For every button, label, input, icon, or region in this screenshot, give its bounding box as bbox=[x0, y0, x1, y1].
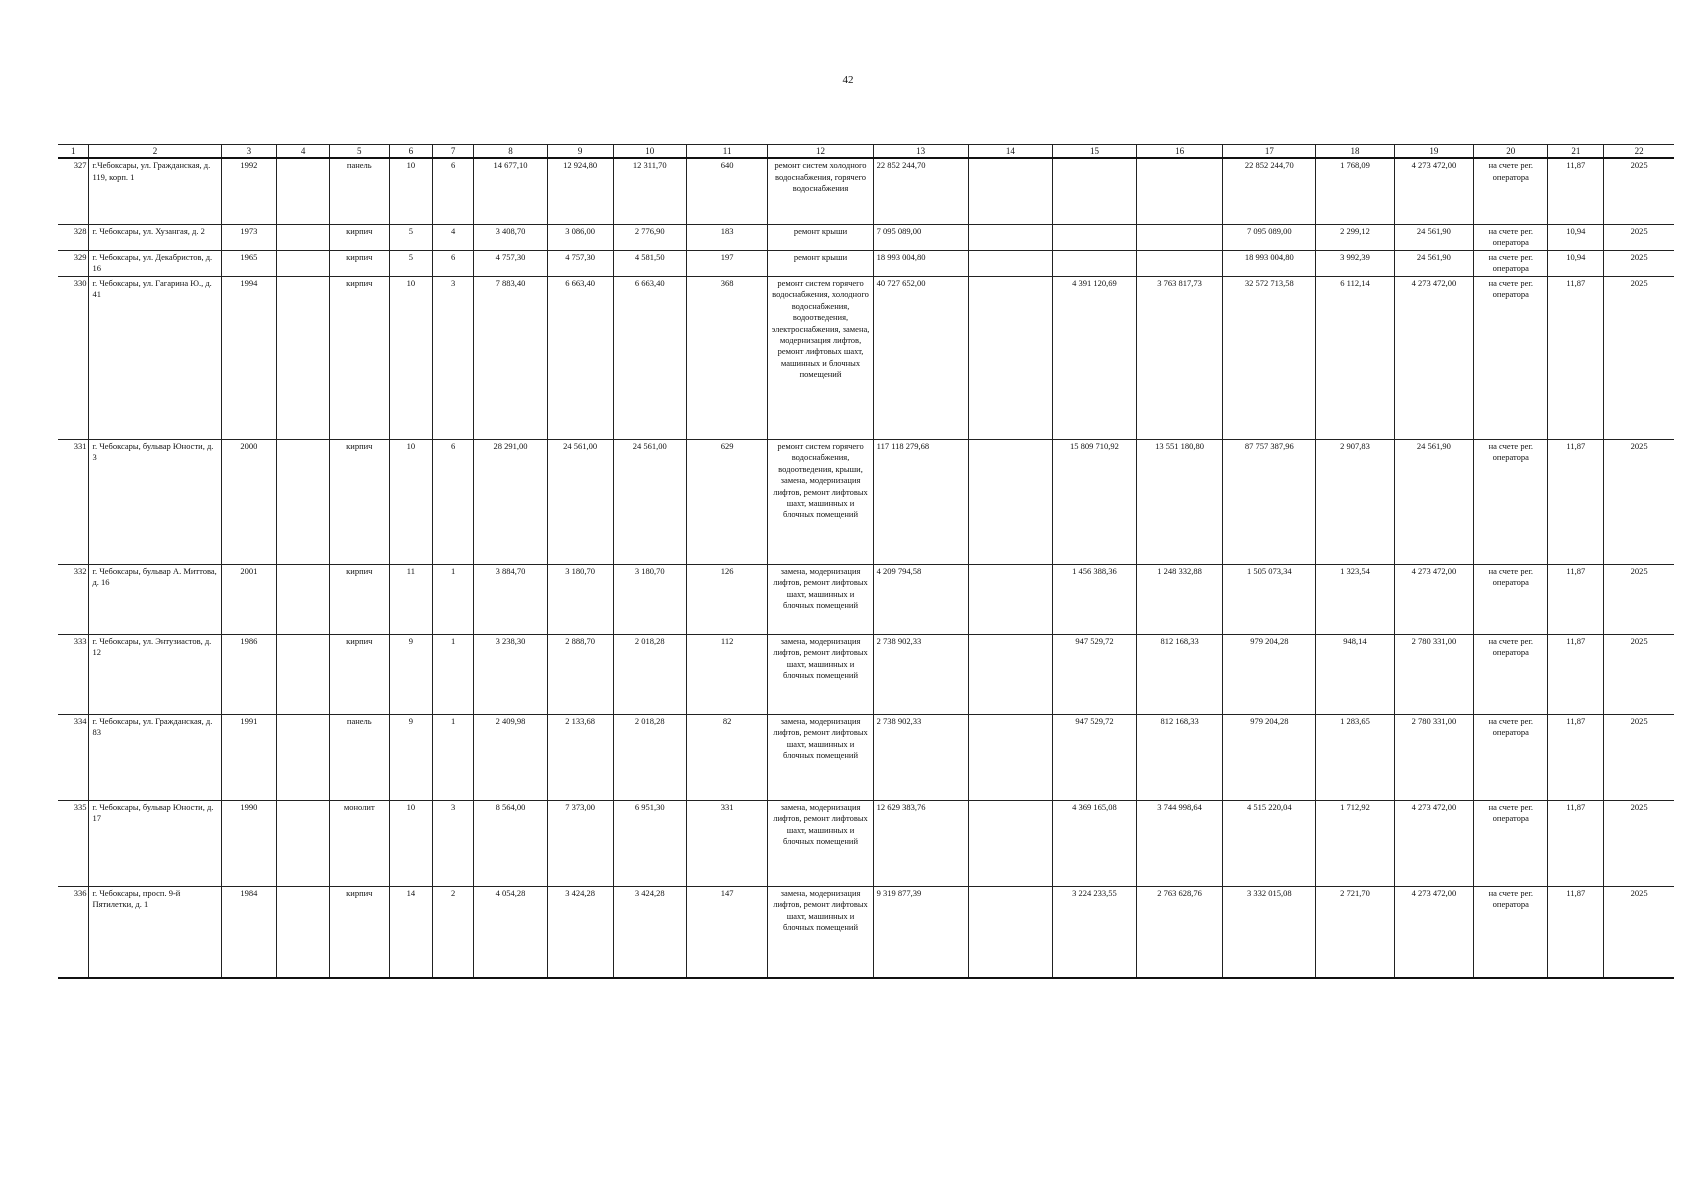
col22-cell: 2025 bbox=[1604, 158, 1674, 224]
floors-cell: 10 bbox=[389, 800, 432, 886]
total-cost-cell: 9 319 877,39 bbox=[873, 886, 968, 978]
col20-cell: на счете рег. оператора bbox=[1474, 158, 1548, 224]
residents-cell: 126 bbox=[686, 564, 768, 634]
column-number-row bbox=[58, 145, 1674, 159]
col21-cell: 11,87 bbox=[1548, 800, 1604, 886]
total-cost-cell: 2 738 902,33 bbox=[873, 714, 968, 800]
col20-cell: на счете рег. оператора bbox=[1474, 634, 1548, 714]
column-header-20: 20 bbox=[1474, 145, 1548, 159]
area-premises-cell: 3 424,28 bbox=[547, 886, 613, 978]
col15-cell bbox=[1053, 158, 1137, 224]
residents-cell: 197 bbox=[686, 250, 768, 276]
col21-cell: 11,87 bbox=[1548, 439, 1604, 564]
total-cost-cell: 18 993 004,80 bbox=[873, 250, 968, 276]
col4-cell bbox=[277, 276, 330, 439]
floors-cell: 10 bbox=[389, 158, 432, 224]
column-header-1: 1 bbox=[58, 145, 89, 159]
col15-cell bbox=[1053, 250, 1137, 276]
residents-cell: 147 bbox=[686, 886, 768, 978]
col4-cell bbox=[277, 224, 330, 250]
address-cell: г. Чебоксары, ул. Декабристов, д. 16 bbox=[89, 250, 221, 276]
entrances-cell: 1 bbox=[433, 714, 474, 800]
column-header-7: 7 bbox=[433, 145, 474, 159]
column-header-19: 19 bbox=[1394, 145, 1473, 159]
col14-cell bbox=[968, 276, 1053, 439]
col15-cell: 947 529,72 bbox=[1053, 634, 1137, 714]
column-header-18: 18 bbox=[1316, 145, 1394, 159]
col20-cell: на счете рег. оператора bbox=[1474, 714, 1548, 800]
floors-cell: 5 bbox=[389, 250, 432, 276]
col22-cell: 2025 bbox=[1604, 800, 1674, 886]
address-cell: г.Чебоксары, ул. Гражданская, д. 119, корп. 1 bbox=[89, 158, 221, 224]
works-cell: замена, модернизация лифтов, ремонт лифтовых шахт, машинных и блочных помещений bbox=[768, 564, 873, 634]
table-row bbox=[58, 634, 1674, 714]
table-row bbox=[58, 224, 1674, 250]
floors-cell: 10 bbox=[389, 439, 432, 564]
area-premises-cell: 4 757,30 bbox=[547, 250, 613, 276]
col16-cell: 812 168,33 bbox=[1136, 714, 1223, 800]
material-cell: монолит bbox=[329, 800, 389, 886]
entrances-cell: 6 bbox=[433, 158, 474, 224]
year-cell: 2001 bbox=[221, 564, 277, 634]
col19-cell: 24 561,90 bbox=[1394, 224, 1473, 250]
col21-cell: 11,87 bbox=[1548, 276, 1604, 439]
col18-cell: 6 112,14 bbox=[1316, 276, 1394, 439]
material-cell: кирпич bbox=[329, 634, 389, 714]
area-residential-cell: 4 581,50 bbox=[613, 250, 686, 276]
col21-cell: 11,87 bbox=[1548, 158, 1604, 224]
address-cell: г. Чебоксары, бульвар Юности, д. 17 bbox=[89, 800, 221, 886]
area-residential-cell: 3 180,70 bbox=[613, 564, 686, 634]
col22-cell: 2025 bbox=[1604, 886, 1674, 978]
col4-cell bbox=[277, 158, 330, 224]
row-number: 335 bbox=[58, 800, 89, 886]
col20-cell: на счете рег. оператора bbox=[1474, 800, 1548, 886]
works-cell: ремонт крыши bbox=[768, 224, 873, 250]
page-number: 42 bbox=[842, 74, 854, 86]
address-cell: г. Чебоксары, ул. Хузангая, д. 2 bbox=[89, 224, 221, 250]
col15-cell: 947 529,72 bbox=[1053, 714, 1137, 800]
col14-cell bbox=[968, 224, 1053, 250]
table-row bbox=[58, 886, 1674, 978]
area-premises-cell: 6 663,40 bbox=[547, 276, 613, 439]
area-residential-cell: 3 424,28 bbox=[613, 886, 686, 978]
row-number: 334 bbox=[58, 714, 89, 800]
col4-cell bbox=[277, 439, 330, 564]
area-residential-cell: 2 018,28 bbox=[613, 714, 686, 800]
col19-cell: 24 561,90 bbox=[1394, 250, 1473, 276]
row-number: 329 bbox=[58, 250, 89, 276]
col17-cell: 87 757 387,96 bbox=[1223, 439, 1316, 564]
total-cost-cell: 40 727 652,00 bbox=[873, 276, 968, 439]
col14-cell bbox=[968, 439, 1053, 564]
col19-cell: 4 273 472,00 bbox=[1394, 276, 1473, 439]
column-header-2: 2 bbox=[89, 145, 221, 159]
area-total-cell: 28 291,00 bbox=[474, 439, 547, 564]
material-cell: панель bbox=[329, 158, 389, 224]
col18-cell: 1 768,09 bbox=[1316, 158, 1394, 224]
col14-cell bbox=[968, 564, 1053, 634]
column-header-4: 4 bbox=[277, 145, 330, 159]
works-cell: ремонт систем горячего водоснабжения, холодного водоснабжения, водоотведения, электроснабжения, замена, модернизация лифтов, ремонт лифтовых шахт, машинных и блочных помещений bbox=[768, 276, 873, 439]
col4-cell bbox=[277, 564, 330, 634]
row-number: 330 bbox=[58, 276, 89, 439]
col22-cell: 2025 bbox=[1604, 564, 1674, 634]
col19-cell: 2 780 331,00 bbox=[1394, 634, 1473, 714]
col21-cell: 10,94 bbox=[1548, 224, 1604, 250]
row-number: 327 bbox=[58, 158, 89, 224]
area-premises-cell: 2 133,68 bbox=[547, 714, 613, 800]
column-header-12: 12 bbox=[768, 145, 873, 159]
total-cost-cell: 2 738 902,33 bbox=[873, 634, 968, 714]
area-total-cell: 4 757,30 bbox=[474, 250, 547, 276]
column-header-22: 22 bbox=[1604, 145, 1674, 159]
table-row bbox=[58, 800, 1674, 886]
year-cell: 1973 bbox=[221, 224, 277, 250]
col18-cell: 2 721,70 bbox=[1316, 886, 1394, 978]
works-cell: замена, модернизация лифтов, ремонт лифтовых шахт, машинных и блочных помещений bbox=[768, 886, 873, 978]
area-total-cell: 8 564,00 bbox=[474, 800, 547, 886]
area-total-cell: 3 408,70 bbox=[474, 224, 547, 250]
col16-cell: 3 763 817,73 bbox=[1136, 276, 1223, 439]
floors-cell: 9 bbox=[389, 634, 432, 714]
column-header-9: 9 bbox=[547, 145, 613, 159]
year-cell: 1990 bbox=[221, 800, 277, 886]
material-cell: кирпич bbox=[329, 564, 389, 634]
col17-cell: 7 095 089,00 bbox=[1223, 224, 1316, 250]
col22-cell: 2025 bbox=[1604, 634, 1674, 714]
col19-cell: 2 780 331,00 bbox=[1394, 714, 1473, 800]
area-total-cell: 2 409,98 bbox=[474, 714, 547, 800]
col16-cell: 3 744 998,64 bbox=[1136, 800, 1223, 886]
col15-cell bbox=[1053, 224, 1137, 250]
col20-cell: на счете рег. оператора bbox=[1474, 439, 1548, 564]
col16-cell: 812 168,33 bbox=[1136, 634, 1223, 714]
col15-cell: 4 391 120,69 bbox=[1053, 276, 1137, 439]
col19-cell: 4 273 472,00 bbox=[1394, 564, 1473, 634]
col21-cell: 11,87 bbox=[1548, 634, 1604, 714]
address-cell: г. Чебоксары, просп. 9-й Пятилетки, д. 1 bbox=[89, 886, 221, 978]
entrances-cell: 3 bbox=[433, 800, 474, 886]
area-premises-cell: 7 373,00 bbox=[547, 800, 613, 886]
col4-cell bbox=[277, 250, 330, 276]
column-header-10: 10 bbox=[613, 145, 686, 159]
material-cell: кирпич bbox=[329, 886, 389, 978]
area-total-cell: 3 238,30 bbox=[474, 634, 547, 714]
column-header-6: 6 bbox=[389, 145, 432, 159]
material-cell: кирпич bbox=[329, 250, 389, 276]
column-header-21: 21 bbox=[1548, 145, 1604, 159]
col18-cell: 2 907,83 bbox=[1316, 439, 1394, 564]
table-row bbox=[58, 276, 1674, 439]
col14-cell bbox=[968, 714, 1053, 800]
area-residential-cell: 6 951,30 bbox=[613, 800, 686, 886]
material-cell: панель bbox=[329, 714, 389, 800]
col14-cell bbox=[968, 634, 1053, 714]
area-residential-cell: 12 311,70 bbox=[613, 158, 686, 224]
works-cell: замена, модернизация лифтов, ремонт лифтовых шахт, машинных и блочных помещений bbox=[768, 714, 873, 800]
col20-cell: на счете рег. оператора bbox=[1474, 276, 1548, 439]
col17-cell: 1 505 073,34 bbox=[1223, 564, 1316, 634]
col20-cell: на счете рег. оператора bbox=[1474, 250, 1548, 276]
col15-cell: 1 456 388,36 bbox=[1053, 564, 1137, 634]
column-header-13: 13 bbox=[873, 145, 968, 159]
year-cell: 2000 bbox=[221, 439, 277, 564]
floors-cell: 10 bbox=[389, 276, 432, 439]
column-header-15: 15 bbox=[1053, 145, 1137, 159]
col22-cell: 2025 bbox=[1604, 224, 1674, 250]
col18-cell: 1 283,65 bbox=[1316, 714, 1394, 800]
col17-cell: 3 332 015,08 bbox=[1223, 886, 1316, 978]
works-cell: ремонт систем холодного водоснабжения, горячего водоснабжения bbox=[768, 158, 873, 224]
year-cell: 1984 bbox=[221, 886, 277, 978]
residents-cell: 640 bbox=[686, 158, 768, 224]
residents-cell: 112 bbox=[686, 634, 768, 714]
col17-cell: 4 515 220,04 bbox=[1223, 800, 1316, 886]
col17-cell: 979 204,28 bbox=[1223, 634, 1316, 714]
entrances-cell: 1 bbox=[433, 564, 474, 634]
year-cell: 1986 bbox=[221, 634, 277, 714]
col20-cell: на счете рег. оператора bbox=[1474, 224, 1548, 250]
col14-cell bbox=[968, 158, 1053, 224]
area-total-cell: 3 884,70 bbox=[474, 564, 547, 634]
year-cell: 1991 bbox=[221, 714, 277, 800]
entrances-cell: 3 bbox=[433, 276, 474, 439]
col20-cell: на счете рег. оператора bbox=[1474, 886, 1548, 978]
col19-cell: 4 273 472,00 bbox=[1394, 800, 1473, 886]
total-cost-cell: 12 629 383,76 bbox=[873, 800, 968, 886]
col14-cell bbox=[968, 250, 1053, 276]
col19-cell: 4 273 472,00 bbox=[1394, 158, 1473, 224]
col16-cell: 2 763 628,76 bbox=[1136, 886, 1223, 978]
table-row bbox=[58, 439, 1674, 564]
col16-cell: 1 248 332,88 bbox=[1136, 564, 1223, 634]
col18-cell: 3 992,39 bbox=[1316, 250, 1394, 276]
total-cost-cell: 22 852 244,70 bbox=[873, 158, 968, 224]
area-residential-cell: 2 018,28 bbox=[613, 634, 686, 714]
column-header-5: 5 bbox=[329, 145, 389, 159]
col20-cell: на счете рег. оператора bbox=[1474, 564, 1548, 634]
col22-cell: 2025 bbox=[1604, 250, 1674, 276]
col18-cell: 1 323,54 bbox=[1316, 564, 1394, 634]
entrances-cell: 6 bbox=[433, 250, 474, 276]
column-header-16: 16 bbox=[1136, 145, 1223, 159]
col14-cell bbox=[968, 800, 1053, 886]
table-row bbox=[58, 714, 1674, 800]
total-cost-cell: 7 095 089,00 bbox=[873, 224, 968, 250]
area-premises-cell: 3 180,70 bbox=[547, 564, 613, 634]
col21-cell: 11,87 bbox=[1548, 564, 1604, 634]
entrances-cell: 4 bbox=[433, 224, 474, 250]
address-cell: г. Чебоксары, ул. Энтузиастов, д. 12 bbox=[89, 634, 221, 714]
area-total-cell: 4 054,28 bbox=[474, 886, 547, 978]
entrances-cell: 6 bbox=[433, 439, 474, 564]
column-header-3: 3 bbox=[221, 145, 277, 159]
residents-cell: 183 bbox=[686, 224, 768, 250]
material-cell: кирпич bbox=[329, 224, 389, 250]
col15-cell: 15 809 710,92 bbox=[1053, 439, 1137, 564]
works-cell: замена, модернизация лифтов, ремонт лифтовых шахт, машинных и блочных помещений bbox=[768, 634, 873, 714]
col22-cell: 2025 bbox=[1604, 439, 1674, 564]
col4-cell bbox=[277, 886, 330, 978]
col16-cell: 13 551 180,80 bbox=[1136, 439, 1223, 564]
material-cell: кирпич bbox=[329, 276, 389, 439]
col17-cell: 22 852 244,70 bbox=[1223, 158, 1316, 224]
row-number: 336 bbox=[58, 886, 89, 978]
area-residential-cell: 24 561,00 bbox=[613, 439, 686, 564]
area-total-cell: 14 677,10 bbox=[474, 158, 547, 224]
area-premises-cell: 3 086,00 bbox=[547, 224, 613, 250]
col16-cell bbox=[1136, 158, 1223, 224]
residents-cell: 629 bbox=[686, 439, 768, 564]
col15-cell: 3 224 233,55 bbox=[1053, 886, 1137, 978]
residents-cell: 368 bbox=[686, 276, 768, 439]
column-header-11: 11 bbox=[686, 145, 768, 159]
col4-cell bbox=[277, 800, 330, 886]
col18-cell: 948,14 bbox=[1316, 634, 1394, 714]
area-residential-cell: 6 663,40 bbox=[613, 276, 686, 439]
address-cell: г. Чебоксары, ул. Гагарина Ю., д. 41 bbox=[89, 276, 221, 439]
address-cell: г. Чебоксары, бульвар Юности, д. 3 bbox=[89, 439, 221, 564]
table-row bbox=[58, 158, 1674, 224]
residents-cell: 331 bbox=[686, 800, 768, 886]
col21-cell: 11,87 bbox=[1548, 714, 1604, 800]
col16-cell bbox=[1136, 224, 1223, 250]
year-cell: 1992 bbox=[221, 158, 277, 224]
material-cell: кирпич bbox=[329, 439, 389, 564]
floors-cell: 14 bbox=[389, 886, 432, 978]
year-cell: 1965 bbox=[221, 250, 277, 276]
col15-cell: 4 369 165,08 bbox=[1053, 800, 1137, 886]
col4-cell bbox=[277, 714, 330, 800]
row-number: 331 bbox=[58, 439, 89, 564]
floors-cell: 5 bbox=[389, 224, 432, 250]
area-premises-cell: 2 888,70 bbox=[547, 634, 613, 714]
col22-cell: 2025 bbox=[1604, 714, 1674, 800]
col17-cell: 18 993 004,80 bbox=[1223, 250, 1316, 276]
table-row bbox=[58, 564, 1674, 634]
col17-cell: 979 204,28 bbox=[1223, 714, 1316, 800]
program-table bbox=[58, 144, 1674, 979]
address-cell: г. Чебоксары, ул. Гражданская, д. 83 bbox=[89, 714, 221, 800]
works-cell: замена, модернизация лифтов, ремонт лифтовых шахт, машинных и блочных помещений bbox=[768, 800, 873, 886]
col21-cell: 11,87 bbox=[1548, 886, 1604, 978]
address-cell: г. Чебоксары, бульвар А. Миттова, д. 16 bbox=[89, 564, 221, 634]
entrances-cell: 2 bbox=[433, 886, 474, 978]
col4-cell bbox=[277, 634, 330, 714]
table-row bbox=[58, 250, 1674, 276]
col17-cell: 32 572 713,58 bbox=[1223, 276, 1316, 439]
col18-cell: 1 712,92 bbox=[1316, 800, 1394, 886]
floors-cell: 11 bbox=[389, 564, 432, 634]
column-header-17: 17 bbox=[1223, 145, 1316, 159]
area-residential-cell: 2 776,90 bbox=[613, 224, 686, 250]
area-premises-cell: 24 561,00 bbox=[547, 439, 613, 564]
row-number: 333 bbox=[58, 634, 89, 714]
col19-cell: 4 273 472,00 bbox=[1394, 886, 1473, 978]
area-total-cell: 7 883,40 bbox=[474, 276, 547, 439]
col21-cell: 10,94 bbox=[1548, 250, 1604, 276]
col16-cell bbox=[1136, 250, 1223, 276]
area-premises-cell: 12 924,80 bbox=[547, 158, 613, 224]
row-number: 328 bbox=[58, 224, 89, 250]
works-cell: ремонт систем горячего водоснабжения, водоотведения, крыши, замена, модернизация лифтов, ремонт лифтовых шахт, машинных и блочных помещений bbox=[768, 439, 873, 564]
col14-cell bbox=[968, 886, 1053, 978]
total-cost-cell: 117 118 279,68 bbox=[873, 439, 968, 564]
works-cell: ремонт крыши bbox=[768, 250, 873, 276]
column-header-14: 14 bbox=[968, 145, 1053, 159]
col18-cell: 2 299,12 bbox=[1316, 224, 1394, 250]
row-number: 332 bbox=[58, 564, 89, 634]
column-header-8: 8 bbox=[474, 145, 547, 159]
year-cell: 1994 bbox=[221, 276, 277, 439]
entrances-cell: 1 bbox=[433, 634, 474, 714]
col22-cell: 2025 bbox=[1604, 276, 1674, 439]
residents-cell: 82 bbox=[686, 714, 768, 800]
col19-cell: 24 561,90 bbox=[1394, 439, 1473, 564]
floors-cell: 9 bbox=[389, 714, 432, 800]
total-cost-cell: 4 209 794,58 bbox=[873, 564, 968, 634]
table-body bbox=[58, 158, 1674, 978]
